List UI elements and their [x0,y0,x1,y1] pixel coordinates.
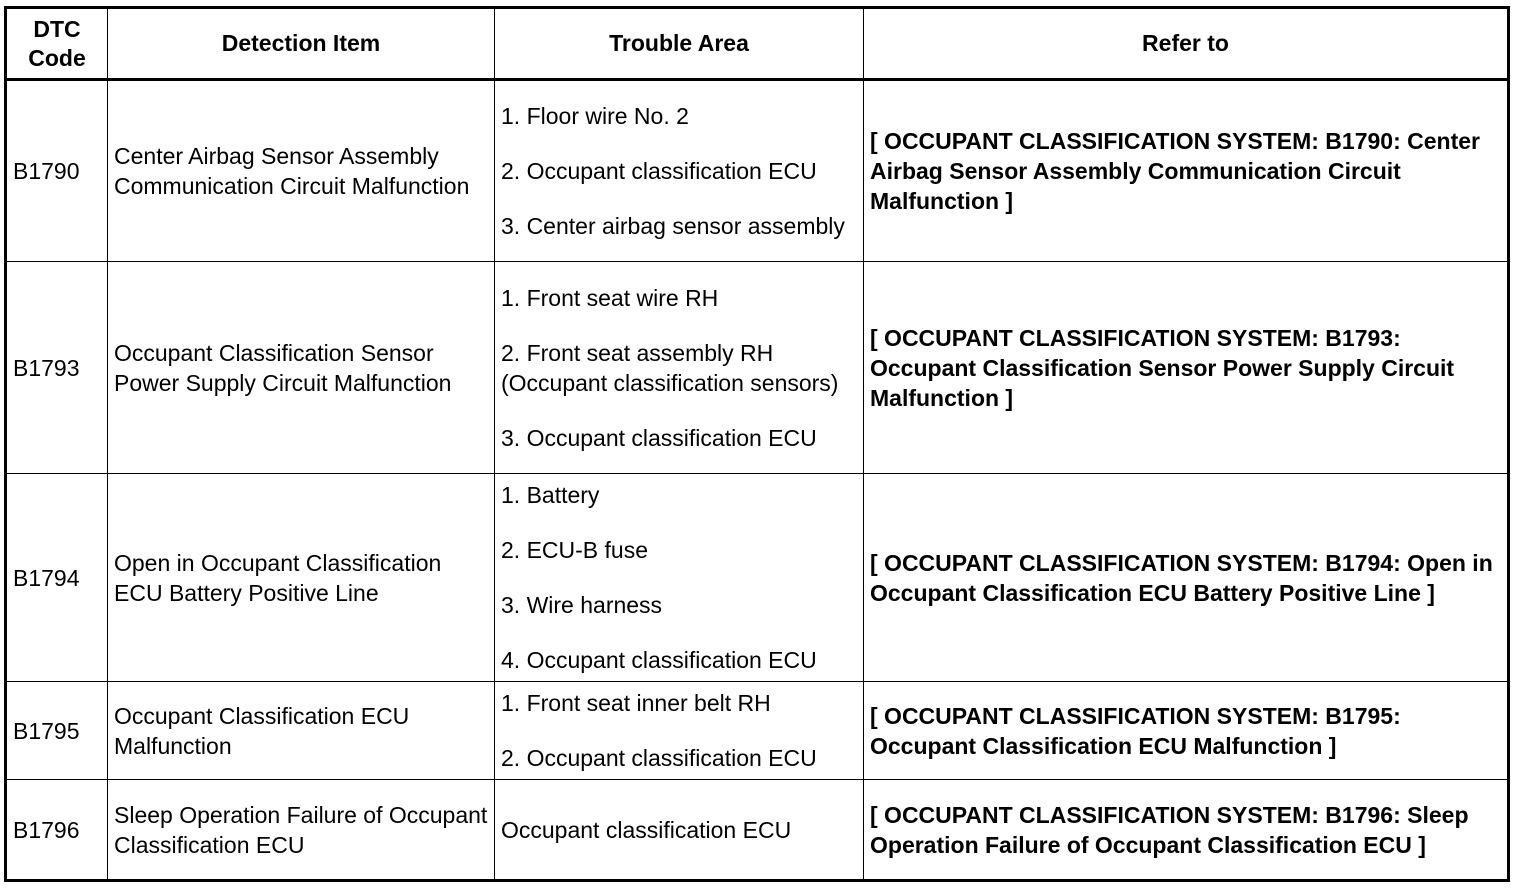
table-row [6,474,1509,682]
refer-to-link[interactable]: [ OCCUPANT CLASSIFICATION SYSTEM: B1790: Center Airbag Sensor Assembly Communication Circuit Malfunction ] [864,80,1509,262]
trouble-area-item: 2. ECU-B fuse [501,537,648,563]
table-row [6,780,1509,881]
trouble-area-item: 1. Battery [501,482,600,508]
trouble-area-item: Occupant classification ECU [501,816,792,843]
detection-item-cell: Open in Occupant Classification ECU Battery Positive Line [108,474,495,682]
trouble-area-cell [495,474,864,682]
dtc-code-cell: B1793 [6,262,108,474]
header-detection-item: Detection Item [108,8,495,80]
trouble-area-cell [495,262,864,474]
detection-item-cell: Center Airbag Sensor Assembly Communication Circuit Malfunction [108,80,495,262]
dtc-code-cell: B1796 [6,780,108,881]
trouble-area-item: 4. Occupant classification ECU [501,647,817,673]
header-refer-to: Refer to [864,8,1509,80]
trouble-area-item: 3. Occupant classification ECU [501,424,817,451]
table-row [6,682,1509,780]
trouble-area-item: 1. Front seat inner belt RH [501,690,771,716]
refer-to-link[interactable]: [ OCCUPANT CLASSIFICATION SYSTEM: B1796: Sleep Operation Failure of Occupant Classification ECU ] [864,780,1509,881]
dtc-code-cell: B1790 [6,80,108,262]
trouble-area-item: 2. Occupant classification ECU [501,158,817,184]
refer-to-link[interactable]: [ OCCUPANT CLASSIFICATION SYSTEM: B1795: Occupant Classification ECU Malfunction ] [864,682,1509,780]
trouble-area-cell [495,780,864,881]
dtc-code-cell: B1794 [6,474,108,682]
table-row [6,262,1509,474]
trouble-area-item: 2. Occupant classification ECU [501,745,817,771]
detection-item-cell: Occupant Classification ECU Malfunction [108,682,495,780]
detection-item-cell: Occupant Classification Sensor Power Supply Circuit Malfunction [108,262,495,474]
header-dtc-code: DTC Code [6,8,108,80]
trouble-area-item: 3. Wire harness [501,592,663,618]
dtc-code-cell: B1795 [6,682,108,780]
table-row [6,80,1509,262]
trouble-area-item: 3. Center airbag sensor assembly [501,213,845,239]
trouble-area-item: 1. Front seat wire RH [501,284,719,311]
detection-item-cell: Sleep Operation Failure of Occupant Classification ECU [108,780,495,881]
header-trouble-area: Trouble Area [495,8,864,80]
refer-to-link[interactable]: [ OCCUPANT CLASSIFICATION SYSTEM: B1793: Occupant Classification Sensor Power Supply Circuit Malfunction ] [864,262,1509,474]
dtc-table [4,6,1510,882]
trouble-area-item: 2. Front seat assembly RH (Occupant classification sensors) [501,339,839,396]
refer-to-link[interactable]: [ OCCUPANT CLASSIFICATION SYSTEM: B1794: Open in Occupant Classification ECU Battery Positive Line ] [864,474,1509,682]
trouble-area-cell [495,682,864,780]
trouble-area-cell [495,80,864,262]
header-row [6,8,1509,80]
trouble-area-item: 1. Floor wire No. 2 [501,103,689,129]
